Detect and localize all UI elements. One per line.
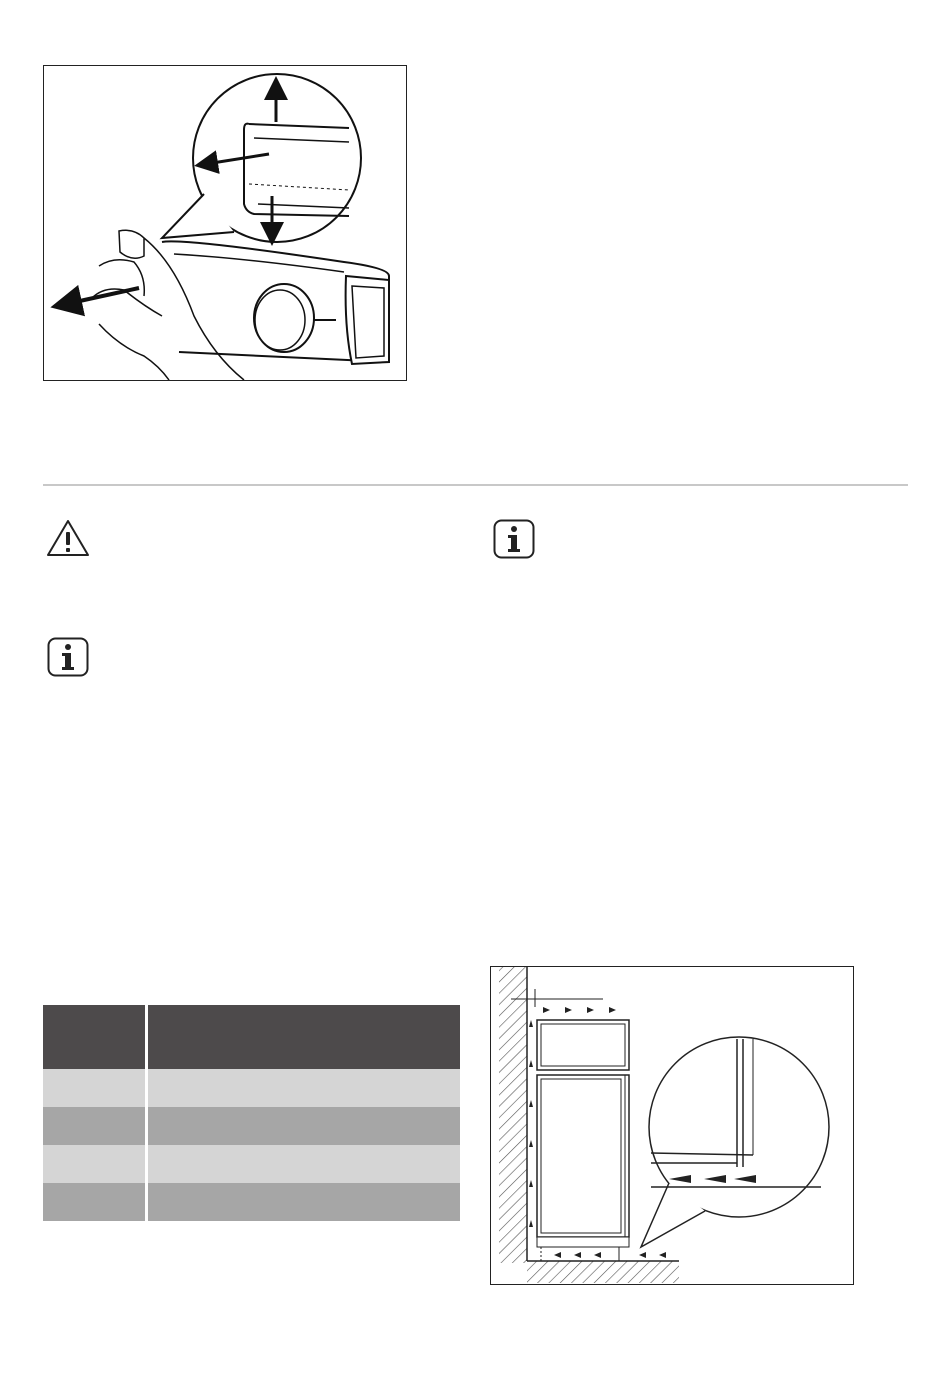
- climate-class-table: [43, 1005, 460, 1221]
- table-header-row: [43, 1005, 460, 1069]
- table-cell: [147, 1069, 461, 1107]
- ventilation-illustration: [491, 967, 853, 1284]
- table-cell: [147, 1183, 461, 1221]
- table-cell: [43, 1145, 147, 1183]
- table-cell: [43, 1107, 147, 1145]
- table-row: [43, 1145, 460, 1183]
- table-cell: [43, 1183, 147, 1221]
- info-icon: [493, 519, 535, 559]
- table-cell: [147, 1107, 461, 1145]
- ventilation-figure: [490, 966, 854, 1285]
- section-divider: [43, 484, 908, 486]
- warning-icon: [45, 518, 91, 558]
- shelf-removal-figure: [43, 65, 407, 381]
- table-cell: [43, 1069, 147, 1107]
- info-icon: [47, 637, 89, 677]
- table-row: [43, 1183, 460, 1221]
- table-header-cell: [43, 1005, 147, 1069]
- shelf-removal-illustration: [44, 66, 406, 380]
- table-cell: [147, 1145, 461, 1183]
- table-row: [43, 1107, 460, 1145]
- table-header-cell: [147, 1005, 461, 1069]
- table-row: [43, 1069, 460, 1107]
